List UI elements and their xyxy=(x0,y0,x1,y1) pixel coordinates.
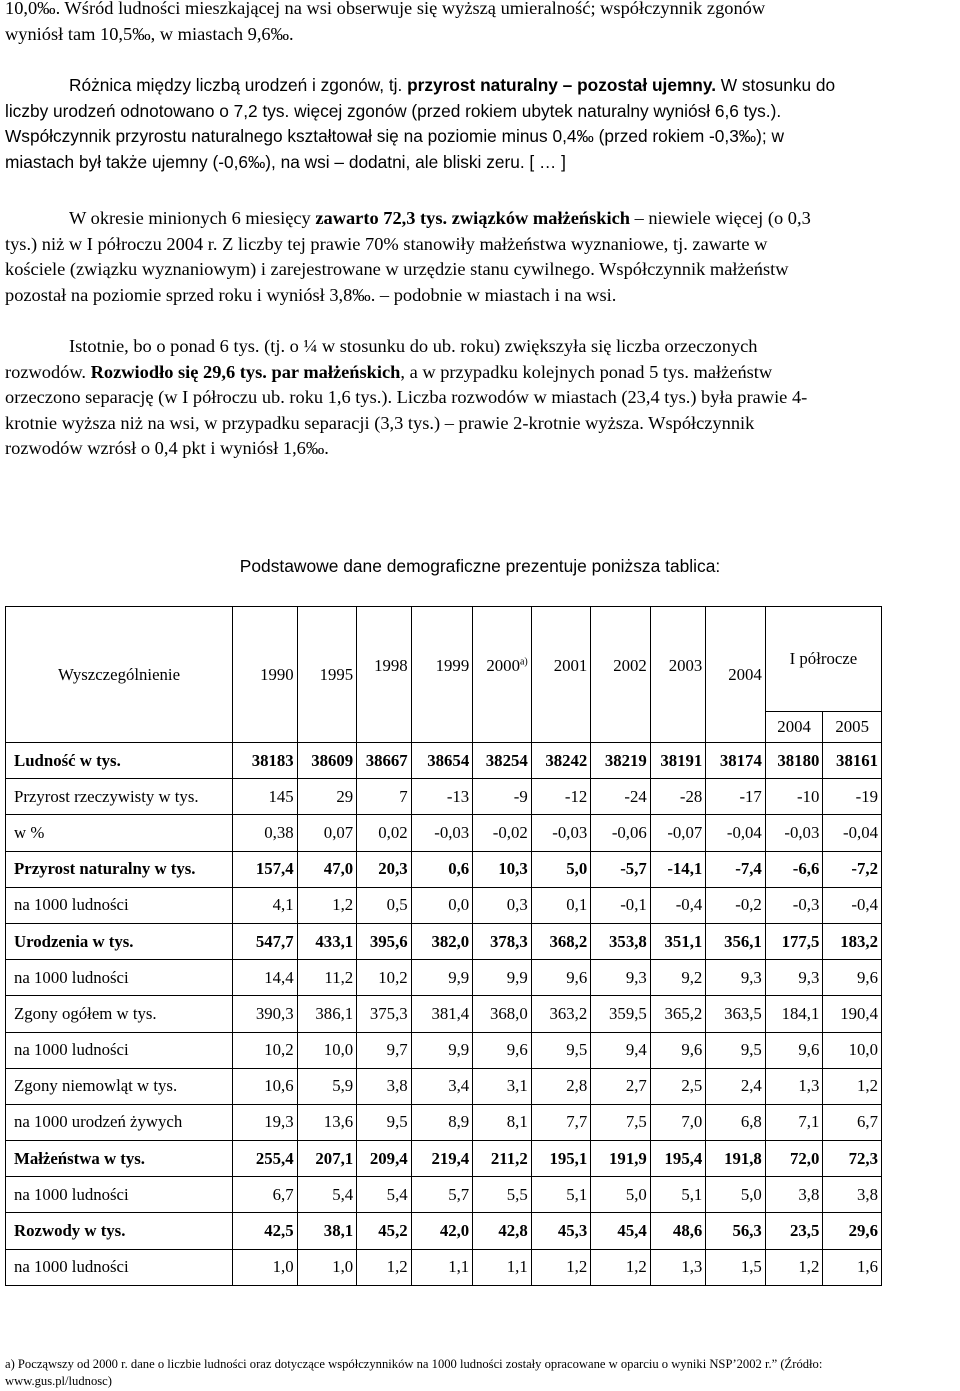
footnote-line-2: www.gus.pl/ludnosc) xyxy=(5,1374,112,1388)
table-cell: 0,07 xyxy=(297,815,357,851)
table-cell: 9,5 xyxy=(531,1032,591,1068)
table-cell: 386,1 xyxy=(297,996,357,1032)
table-cell: 1,2 xyxy=(823,1068,882,1104)
row-label: Rozwody w tys. xyxy=(6,1213,233,1249)
table-row xyxy=(6,815,882,851)
table-cell: 1,2 xyxy=(531,1249,591,1285)
text-line xyxy=(5,436,957,462)
table-cell: -9 xyxy=(473,779,532,815)
table-cell: 45,2 xyxy=(357,1213,411,1249)
table-cell: 390,3 xyxy=(233,996,298,1032)
table-cell: 45,4 xyxy=(591,1213,651,1249)
table-cell: 9,6 xyxy=(650,1032,706,1068)
table-cell: -0,3 xyxy=(765,887,823,923)
table-cell: 9,2 xyxy=(650,960,706,996)
table-cell: 38219 xyxy=(591,743,651,779)
header-year-1995: 1995 xyxy=(297,607,357,743)
footnote-line-1: a) Począwszy od 2000 r. dane o liczbie ludności oraz dotyczące współczynników na 1000 ludności zostały opracowane w oparciu o wyniki NSP’2002 r.” (Źródło: xyxy=(5,1357,823,1371)
table-cell: 5,5 xyxy=(473,1177,532,1213)
table-cell: 1,0 xyxy=(297,1249,357,1285)
table-cell: 363,2 xyxy=(531,996,591,1032)
table-cell: -0,2 xyxy=(706,887,766,923)
text-line xyxy=(5,283,957,309)
text-run: 10,0‰. Wśród ludności mieszkającej na wsi obserwuje się wyższą umieralność; współczynnik zgonów xyxy=(5,0,766,18)
table-cell: 47,0 xyxy=(297,851,357,887)
table-cell: 3,8 xyxy=(357,1068,411,1104)
table-cell: 1,2 xyxy=(591,1249,651,1285)
table-row xyxy=(6,923,882,959)
text-run: – niewiele więcej (o 0,3 xyxy=(630,208,811,228)
text-line xyxy=(5,360,957,386)
demographic-table xyxy=(5,606,882,1286)
table-cell: 9,3 xyxy=(706,960,766,996)
table-cell: 2,5 xyxy=(650,1068,706,1104)
table-cell: 9,6 xyxy=(765,1032,823,1068)
table-cell: 9,3 xyxy=(765,960,823,996)
table-cell: 3,1 xyxy=(473,1068,532,1104)
row-label: Ludność w tys. xyxy=(6,743,233,779)
table-cell: 38654 xyxy=(411,743,473,779)
table-cell: -0,1 xyxy=(591,887,651,923)
table-cell: 5,0 xyxy=(706,1177,766,1213)
table-cell: 38174 xyxy=(706,743,766,779)
table-row xyxy=(6,1177,882,1213)
table-caption: Podstawowe dane demograficzne prezentuje poniższa tablica: xyxy=(239,556,721,576)
table-cell: 1,2 xyxy=(357,1249,411,1285)
row-label: na 1000 ludności xyxy=(6,1177,233,1213)
table-cell: 7 xyxy=(357,779,411,815)
row-label: na 1000 urodzeń żywych xyxy=(6,1104,233,1140)
table-row xyxy=(6,996,882,1032)
table-cell: 7,1 xyxy=(765,1104,823,1140)
table-cell: -5,7 xyxy=(591,851,651,887)
row-label: na 1000 ludności xyxy=(6,1032,233,1068)
table-cell: 6,8 xyxy=(706,1104,766,1140)
header-half-2004: 2004 xyxy=(765,712,823,743)
text-run: liczby urodzeń odnotowano o 7,2 tys. więcej zgonów (przed rokiem ubytek naturalny wyniósł 6,6 tys.). xyxy=(5,100,782,121)
table-cell: 177,5 xyxy=(765,923,823,959)
table-cell: 157,4 xyxy=(233,851,298,887)
table-cell: 5,0 xyxy=(591,1177,651,1213)
table-cell: 10,2 xyxy=(233,1032,298,1068)
table-cell: -0,4 xyxy=(823,887,882,923)
text-line xyxy=(5,232,957,258)
table-cell: 0,6 xyxy=(411,851,473,887)
table-row xyxy=(6,779,882,815)
text-line xyxy=(5,334,957,360)
table-cell: 38183 xyxy=(233,743,298,779)
table-cell: 195,4 xyxy=(650,1141,706,1177)
table-cell: 5,4 xyxy=(357,1177,411,1213)
table-cell: 145 xyxy=(233,779,298,815)
table-cell: 9,3 xyxy=(591,960,651,996)
table-cell: 9,5 xyxy=(357,1104,411,1140)
table-cell: 10,2 xyxy=(357,960,411,996)
table-cell: 42,5 xyxy=(233,1213,298,1249)
table-cell: 1,3 xyxy=(650,1249,706,1285)
text-run: Współczynnik przyrostu naturalnego kształtował się na poziomie minus 0,4‰ (przed rokiem -0,3‰); w xyxy=(5,126,784,147)
table-cell: 3,8 xyxy=(765,1177,823,1213)
table-cell: 10,3 xyxy=(473,851,532,887)
table-cell: -0,04 xyxy=(706,815,766,851)
table-cell: 0,0 xyxy=(411,887,473,923)
table-cell: 38,1 xyxy=(297,1213,357,1249)
header-half-2005: 2005 xyxy=(823,712,882,743)
table-cell: 5,0 xyxy=(531,851,591,887)
table-cell: 353,8 xyxy=(591,923,651,959)
table-cell: 6,7 xyxy=(233,1177,298,1213)
table-cell: 0,3 xyxy=(473,887,532,923)
table-cell: -13 xyxy=(411,779,473,815)
table-row xyxy=(6,1141,882,1177)
footnote-mark: a) xyxy=(519,655,528,667)
table-cell: 8,1 xyxy=(473,1104,532,1140)
table-cell: 20,3 xyxy=(357,851,411,887)
header-year-2000 xyxy=(473,607,532,743)
table-cell: 382,0 xyxy=(411,923,473,959)
table-cell: 1,5 xyxy=(706,1249,766,1285)
text-run: kościele (związku wyznaniowym) i zarejestrowane w urzędzie stanu cywilnego. Współczynnik małżeństw xyxy=(5,259,789,280)
table-cell: 5,4 xyxy=(297,1177,357,1213)
text-run: Istotnie, bo o ponad 6 tys. (tj. o ¼ w stosunku do ub. roku) zwiększyła się liczba orzeczonych xyxy=(69,336,758,356)
table-cell: 38180 xyxy=(765,743,823,779)
table-cell: 365,2 xyxy=(650,996,706,1032)
header-year-1999: 1999 xyxy=(411,607,473,743)
table-cell: 5,1 xyxy=(650,1177,706,1213)
table-cell: 7,0 xyxy=(650,1104,706,1140)
table-row xyxy=(6,1104,882,1140)
row-label: Przyrost rzeczywisty w tys. xyxy=(6,779,233,815)
text-run: pozostał na poziomie sprzed roku i wyniósł 3,8‰. – podobnie w miastach i na wsi. xyxy=(5,284,617,305)
text-line xyxy=(5,257,957,283)
table-cell: 8,9 xyxy=(411,1104,473,1140)
table-cell: 7,5 xyxy=(591,1104,651,1140)
text-run: W okresie minionych 6 miesięcy xyxy=(69,208,316,228)
table-cell: 38161 xyxy=(823,743,882,779)
table-cell: 0,1 xyxy=(531,887,591,923)
table-cell: -19 xyxy=(823,779,882,815)
table-row xyxy=(6,887,882,923)
row-label: Przyrost naturalny w tys. xyxy=(6,851,233,887)
table-cell: 1,1 xyxy=(411,1249,473,1285)
text-run: orzeczono separację (w I półroczu ub. roku 1,6 tys.). Liczba rozwodów w miastach (23,4 tys.) była prawie 4- xyxy=(5,387,808,408)
table-cell: 1,6 xyxy=(823,1249,882,1285)
table-cell: 191,8 xyxy=(706,1141,766,1177)
text-line xyxy=(5,385,957,411)
table-cell: 9,6 xyxy=(823,960,882,996)
table-cell: -0,07 xyxy=(650,815,706,851)
table-cell: 183,2 xyxy=(823,923,882,959)
bold-text: Rozwiodło się 29,6 tys. par małżeńskich xyxy=(90,361,401,382)
text-run: miastach był także ujemny (-0,6‰), na wsi – dodatni, ale bliski zeru. [ … ] xyxy=(5,151,566,172)
table-cell: 10,6 xyxy=(233,1068,298,1104)
table-cell: 5,1 xyxy=(531,1177,591,1213)
table-cell: 38609 xyxy=(297,743,357,779)
intro-paragraph-1 xyxy=(5,0,957,47)
intro-paragraph-4 xyxy=(5,334,957,462)
table-cell: 368,2 xyxy=(531,923,591,959)
table-cell: -0,04 xyxy=(823,815,882,851)
table-cell: 5,7 xyxy=(411,1177,473,1213)
text-line xyxy=(5,411,957,437)
table-cell: 9,9 xyxy=(411,960,473,996)
table-cell: 381,4 xyxy=(411,996,473,1032)
text-line xyxy=(5,150,957,176)
table-cell: 1,2 xyxy=(765,1249,823,1285)
table-cell: 9,9 xyxy=(473,960,532,996)
table-cell: 11,2 xyxy=(297,960,357,996)
text-line xyxy=(5,99,957,125)
table-cell: 42,8 xyxy=(473,1213,532,1249)
table-cell: -7,2 xyxy=(823,851,882,887)
table-row xyxy=(6,1213,882,1249)
table-cell: 9,6 xyxy=(473,1032,532,1068)
header-year-2004: 2004 xyxy=(706,607,766,743)
table-cell: 219,4 xyxy=(411,1141,473,1177)
text-line xyxy=(5,206,957,232)
table-cell: 1,3 xyxy=(765,1068,823,1104)
table-cell: 184,1 xyxy=(765,996,823,1032)
table-cell: 23,5 xyxy=(765,1213,823,1249)
table-cell: 48,6 xyxy=(650,1213,706,1249)
bold-text: przyrost naturalny – pozostał ujemny. xyxy=(407,75,716,95)
table-cell: 10,0 xyxy=(823,1032,882,1068)
table-cell: 45,3 xyxy=(531,1213,591,1249)
table-cell: 9,9 xyxy=(411,1032,473,1068)
header-year-2002: 2002 xyxy=(591,607,651,743)
table-cell: -7,4 xyxy=(706,851,766,887)
table-cell: 38667 xyxy=(357,743,411,779)
table-cell: 0,38 xyxy=(233,815,298,851)
table-cell: -28 xyxy=(650,779,706,815)
table-cell: 2,7 xyxy=(591,1068,651,1104)
table-cell: 72,0 xyxy=(765,1141,823,1177)
table-cell: 2,4 xyxy=(706,1068,766,1104)
text-run: krotnie wyższa niż na wsi, w przypadku separacji (3,3 tys.) – prawie 2-krotnie wyższa. Współczynnik xyxy=(5,412,755,433)
table-cell: 9,7 xyxy=(357,1032,411,1068)
header-year-1990: 1990 xyxy=(233,607,298,743)
table-row xyxy=(6,960,882,996)
table-cell: 7,7 xyxy=(531,1104,591,1140)
table-cell: 375,3 xyxy=(357,996,411,1032)
table-cell: 0,02 xyxy=(357,815,411,851)
table-cell: 3,8 xyxy=(823,1177,882,1213)
table-cell: 395,6 xyxy=(357,923,411,959)
table-cell: 363,5 xyxy=(706,996,766,1032)
table-cell: 4,1 xyxy=(233,887,298,923)
table-cell: -0,03 xyxy=(411,815,473,851)
table-row xyxy=(6,1249,882,1285)
table-cell: 13,6 xyxy=(297,1104,357,1140)
text-run: rozwodów. xyxy=(5,361,91,382)
header-year-2003: 2003 xyxy=(650,607,706,743)
table-cell: -12 xyxy=(531,779,591,815)
table-cell: -0,03 xyxy=(531,815,591,851)
table-cell: 72,3 xyxy=(823,1141,882,1177)
table-cell: 1,2 xyxy=(297,887,357,923)
table-cell: -24 xyxy=(591,779,651,815)
table-cell: 29 xyxy=(297,779,357,815)
table-cell: 6,7 xyxy=(823,1104,882,1140)
table-cell: -0,02 xyxy=(473,815,532,851)
table-cell: 191,9 xyxy=(591,1141,651,1177)
header-year-2001: 2001 xyxy=(531,607,591,743)
table-cell: 2,8 xyxy=(531,1068,591,1104)
table-cell: -14,1 xyxy=(650,851,706,887)
table-cell: 207,1 xyxy=(297,1141,357,1177)
text-run: rozwodów wzrósł o 0,4 pkt i wyniósł 1,6‰. xyxy=(5,438,329,459)
text-run: Różnica między liczbą urodzeń i zgonów, tj. xyxy=(69,75,408,95)
table-cell: 14,4 xyxy=(233,960,298,996)
table-cell: 255,4 xyxy=(233,1141,298,1177)
table-row xyxy=(6,1068,882,1104)
table-cell: 351,1 xyxy=(650,923,706,959)
text-run: W stosunku do xyxy=(716,75,836,95)
table-cell: 433,1 xyxy=(297,923,357,959)
text-run: , a w przypadku kolejnych ponad 5 tys. małżeństw xyxy=(400,361,773,382)
intro-paragraph-3 xyxy=(5,206,957,308)
table-cell: -0,03 xyxy=(765,815,823,851)
text-line xyxy=(5,22,957,48)
table-cell: 10,0 xyxy=(297,1032,357,1068)
header-half-year: I półrocze xyxy=(765,607,881,712)
row-label: w % xyxy=(6,815,233,851)
table-cell: 9,4 xyxy=(591,1032,651,1068)
table-cell: 19,3 xyxy=(233,1104,298,1140)
table-cell: 359,5 xyxy=(591,996,651,1032)
table-row xyxy=(6,743,882,779)
table-cell: 3,4 xyxy=(411,1068,473,1104)
text-run: tys.) niż w I półroczu 2004 r. Z liczby tej prawie 70% stanowiły małżeństwa wyznaniowe, tj. zawarte w xyxy=(5,233,768,254)
text-line xyxy=(5,73,957,99)
table-cell: 56,3 xyxy=(706,1213,766,1249)
table-cell: 38254 xyxy=(473,743,532,779)
table-row xyxy=(6,851,882,887)
table-cell: 378,3 xyxy=(473,923,532,959)
row-label: na 1000 ludności xyxy=(6,960,233,996)
table-cell: 42,0 xyxy=(411,1213,473,1249)
table-cell: -0,06 xyxy=(591,815,651,851)
row-label: na 1000 ludności xyxy=(6,887,233,923)
table-row xyxy=(6,1032,882,1068)
table-cell: -0,4 xyxy=(650,887,706,923)
table-cell: -17 xyxy=(706,779,766,815)
header-label: Wyszczególnienie xyxy=(6,607,233,743)
footnote xyxy=(5,1356,960,1390)
table-cell: 0,5 xyxy=(357,887,411,923)
bold-text: zawarto 72,3 tys. związków małżeńskich xyxy=(315,208,630,228)
table-cell: 1,1 xyxy=(473,1249,532,1285)
table-cell: 547,7 xyxy=(233,923,298,959)
table-cell: 356,1 xyxy=(706,923,766,959)
text-run: wyniósł tam 10,5‰, w miastach 9,6‰. xyxy=(5,23,294,44)
text-line xyxy=(5,124,957,150)
table-cell: 190,4 xyxy=(823,996,882,1032)
table-cell: 38191 xyxy=(650,743,706,779)
text-line xyxy=(5,0,957,22)
table-cell: 9,6 xyxy=(531,960,591,996)
row-label: Urodzenia w tys. xyxy=(6,923,233,959)
table-cell: 1,0 xyxy=(233,1249,298,1285)
table-cell: 368,0 xyxy=(473,996,532,1032)
header-year-1998: 1998 xyxy=(357,607,411,743)
table-cell: 5,9 xyxy=(297,1068,357,1104)
table-cell: 38242 xyxy=(531,743,591,779)
row-label: na 1000 ludności xyxy=(6,1249,233,1285)
table-cell: 211,2 xyxy=(473,1141,532,1177)
table-cell: 29,6 xyxy=(823,1213,882,1249)
row-label: Zgony niemowląt w tys. xyxy=(6,1068,233,1104)
table-cell: -10 xyxy=(765,779,823,815)
header-year-2000-text: 2000 xyxy=(486,655,520,675)
table-header-row xyxy=(6,607,882,712)
table-cell: 209,4 xyxy=(357,1141,411,1177)
table-cell: 9,5 xyxy=(706,1032,766,1068)
row-label: Zgony ogółem w tys. xyxy=(6,996,233,1032)
table-cell: -6,6 xyxy=(765,851,823,887)
intro-paragraph-2 xyxy=(5,73,957,175)
row-label: Małżeństwa w tys. xyxy=(6,1141,233,1177)
table-body xyxy=(6,743,882,1286)
table-cell: 195,1 xyxy=(531,1141,591,1177)
